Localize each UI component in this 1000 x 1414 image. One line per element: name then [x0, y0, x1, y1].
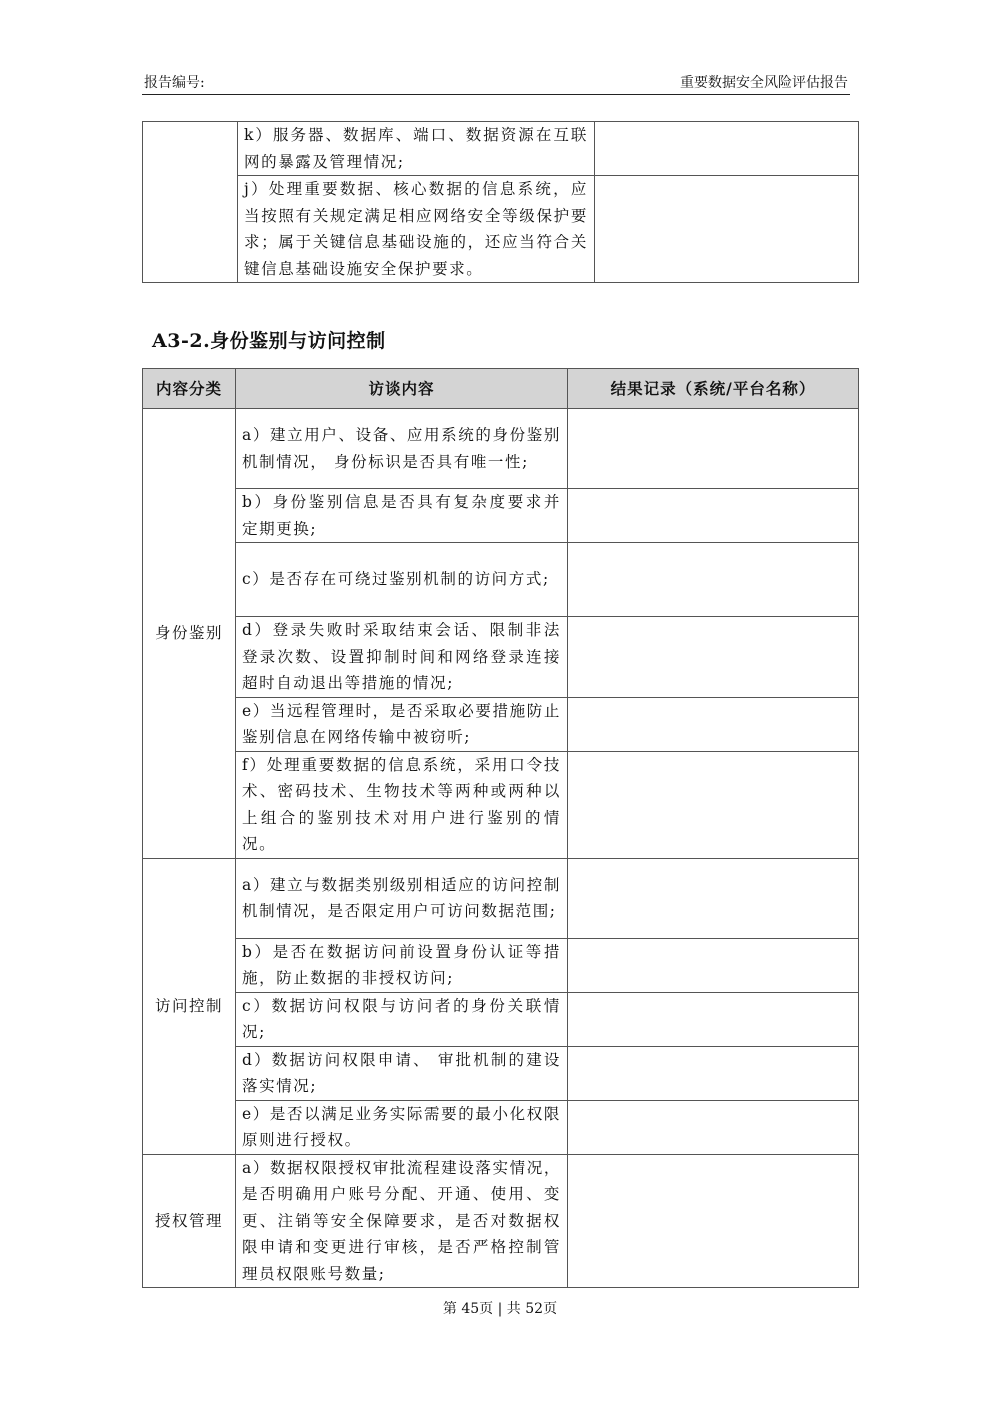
table-row	[143, 489, 859, 543]
result-cell	[568, 1046, 859, 1100]
content-header: 访谈内容	[236, 369, 568, 409]
category-cell: 身份鉴别	[143, 409, 236, 859]
content-cell: d）登录失败时采取结束会话、限制非法登录次数、设置抑制时间和网络登录连接超时自动退出等措施的情况;	[236, 617, 568, 698]
result-cell	[568, 1100, 859, 1154]
result-header: 结果记录（系统/平台名称）	[568, 369, 859, 409]
result-cell	[568, 751, 859, 858]
result-cell	[568, 992, 859, 1046]
report-title: 重要数据安全风险评估报告	[680, 75, 848, 91]
content-cell: f）处理重要数据的信息系统，采用口令技术、密码技术、生物技术等两种或两种以上组合的鉴别技术对用户进行鉴别的情况。	[236, 751, 568, 858]
table-row	[143, 1154, 859, 1288]
content-cell: b）是否在数据访问前设置身份认证等措施，防止数据的非授权访问;	[236, 938, 568, 992]
result-cell	[568, 858, 859, 938]
section-title: A3-2.身份鉴别与访问控制	[152, 330, 386, 352]
result-cell	[568, 1154, 859, 1288]
category-cell: 授权管理	[143, 1154, 236, 1288]
content-cell: k）服务器、数据库、端口、数据资源在互联网的暴露及管理情况;	[238, 122, 595, 176]
table-row	[143, 1046, 859, 1100]
table-row	[143, 409, 859, 489]
content-cell: a）建立用户、设备、应用系统的身份鉴别机制情况， 身份标识是否具有唯一性;	[236, 409, 568, 489]
content-cell: c）是否存在可绕过鉴别机制的访问方式;	[236, 543, 568, 617]
table-row	[143, 751, 859, 858]
table-header-row	[143, 369, 859, 409]
table-row	[143, 992, 859, 1046]
table-row	[143, 617, 859, 698]
table-row	[143, 858, 859, 938]
content-cell: j）处理重要数据、核心数据的信息系统，应当按照有关规定满足相应网络安全等级保护要求；属于关键信息基础设施的，还应当符合关键信息基础设施安全保护要求。	[238, 176, 595, 283]
result-cell	[568, 938, 859, 992]
content-cell: a）数据权限授权审批流程建设落实情况，是否明确用户账号分配、开通、使用、变更、注销等安全保障要求，是否对数据权限申请和变更进行审核，是否严格控制管理员权限账号数量;	[236, 1154, 568, 1288]
result-cell	[568, 543, 859, 617]
content-cell: b）身份鉴别信息是否具有复杂度要求并定期更换;	[236, 489, 568, 543]
result-cell	[595, 176, 859, 283]
page-footer: 第 45页 | 共 52页	[442, 1301, 558, 1317]
table-row	[143, 1100, 859, 1154]
table-row	[143, 122, 859, 176]
result-cell	[568, 697, 859, 751]
table-row	[143, 697, 859, 751]
content-cell: e）当远程管理时，是否采取必要措施防止鉴别信息在网络传输中被窃听;	[236, 697, 568, 751]
result-cell	[568, 409, 859, 489]
table-row	[143, 543, 859, 617]
page-header	[142, 72, 850, 95]
category-cell: 访问控制	[143, 858, 236, 1154]
interview-table	[142, 368, 859, 1288]
result-cell	[568, 489, 859, 543]
result-cell	[595, 122, 859, 176]
content-cell: e）是否以满足业务实际需要的最小化权限原则进行授权。	[236, 1100, 568, 1154]
category-header: 内容分类	[143, 369, 236, 409]
table-row	[143, 176, 859, 283]
continued-table	[142, 121, 859, 283]
table-row	[143, 938, 859, 992]
content-cell: a）建立与数据类别级别相适应的访问控制机制情况，是否限定用户可访问数据范围;	[236, 858, 568, 938]
content-cell: c）数据访问权限与访问者的身份关联情况;	[236, 992, 568, 1046]
category-cell	[143, 122, 238, 283]
content-cell: d）数据访问权限申请、 审批机制的建设落实情况;	[236, 1046, 568, 1100]
result-cell	[568, 617, 859, 698]
report-number-label: 报告编号:	[144, 75, 205, 91]
